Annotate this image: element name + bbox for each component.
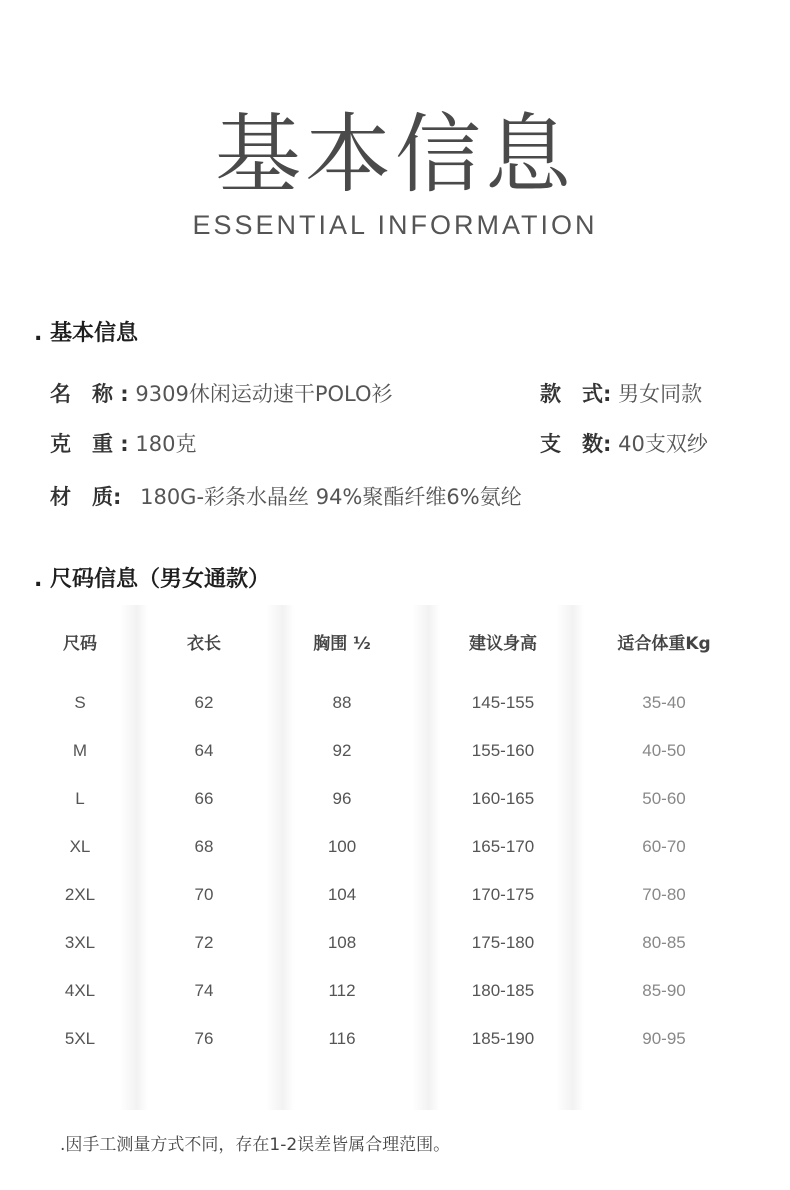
table-cell: 64: [194, 741, 214, 760]
table-cell: 60-70: [642, 837, 686, 856]
table-cell: 165-170: [471, 837, 535, 856]
table-cell: 155-160: [471, 741, 535, 760]
weight-value: 180克: [135, 432, 197, 456]
measurement-note: .因手工测量方式不同，存在1-2误差皆属合理范围。: [60, 1135, 451, 1155]
height-column: [443, 605, 563, 1063]
table-cell: 70-80: [642, 885, 686, 904]
material-row: [50, 481, 522, 511]
table-cell: 170-175: [471, 885, 535, 904]
table-cell: 100: [327, 837, 357, 856]
count-value: 40支双纱: [618, 432, 708, 456]
table-cell: 112: [328, 981, 356, 1000]
table-cell: 104: [327, 885, 357, 904]
table-cell: L: [75, 789, 85, 808]
weight-column: [599, 605, 729, 1063]
chest-column: [287, 605, 397, 1063]
material-value: 180G-彩条水晶丝 94%聚酯纤维6%氨纶: [140, 485, 522, 509]
table-cell: 70: [194, 885, 214, 904]
table-cell: 88: [332, 693, 352, 712]
table-cell: 50-60: [642, 789, 686, 808]
column-divider: [412, 605, 440, 1110]
weight-row: [50, 428, 197, 458]
table-cell: 96: [332, 789, 352, 808]
table-cell: M: [72, 741, 88, 760]
weight-label: 克 重 :: [50, 432, 129, 456]
material-label: 材 质:: [50, 485, 122, 509]
table-cell: XL: [69, 837, 91, 856]
table-cell: 180-185: [471, 981, 535, 1000]
main-title: 基本信息: [215, 105, 575, 205]
table-cell: 175-180: [471, 933, 535, 952]
table-cell: 185-190: [471, 1029, 535, 1048]
count-label: 支 数:: [540, 432, 612, 456]
size-table: [0, 605, 790, 1110]
name-value: 9309休闲运动速干POLO衫: [135, 382, 393, 406]
style-value: 男女同款: [618, 382, 703, 406]
table-cell: 145-155: [471, 693, 535, 712]
table-cell: 35-40: [642, 693, 686, 712]
table-cell: 68: [194, 837, 214, 856]
column-header: 适合体重Kg: [617, 634, 711, 654]
table-cell: S: [74, 693, 86, 712]
table-cell: 3XL: [64, 933, 96, 952]
basic-info-heading: . 基本信息: [34, 321, 139, 346]
table-cell: 76: [194, 1029, 214, 1048]
table-cell: 92: [332, 741, 352, 760]
size-column: [30, 605, 130, 1063]
table-cell: 2XL: [64, 885, 96, 904]
table-cell: 108: [327, 933, 357, 952]
table-cell: 66: [194, 789, 214, 808]
style-row: [540, 378, 702, 408]
table-cell: 74: [194, 981, 214, 1000]
name-row: [50, 378, 393, 408]
column-header: 尺码: [63, 634, 97, 654]
table-cell: 72: [194, 933, 214, 952]
column-header: 胸围 ½: [313, 634, 371, 654]
main-subtitle: ESSENTIAL INFORMATION: [192, 210, 598, 240]
style-label: 款 式:: [540, 382, 612, 406]
table-cell: 5XL: [64, 1029, 96, 1048]
column-header: 建议身高: [469, 634, 537, 654]
size-info-heading: . 尺码信息（男女通款）: [34, 567, 271, 592]
table-cell: 80-85: [642, 933, 686, 952]
name-label: 名 称 :: [50, 382, 129, 406]
column-header: 衣长: [187, 634, 221, 654]
table-cell: 116: [328, 1029, 356, 1048]
table-cell: 40-50: [642, 741, 686, 760]
length-column: [154, 605, 254, 1063]
table-cell: 160-165: [471, 789, 535, 808]
table-cell: 4XL: [64, 981, 96, 1000]
count-row: [540, 428, 708, 458]
table-cell: 90-95: [642, 1029, 686, 1048]
table-cell: 62: [194, 693, 214, 712]
table-cell: 85-90: [642, 981, 686, 1000]
